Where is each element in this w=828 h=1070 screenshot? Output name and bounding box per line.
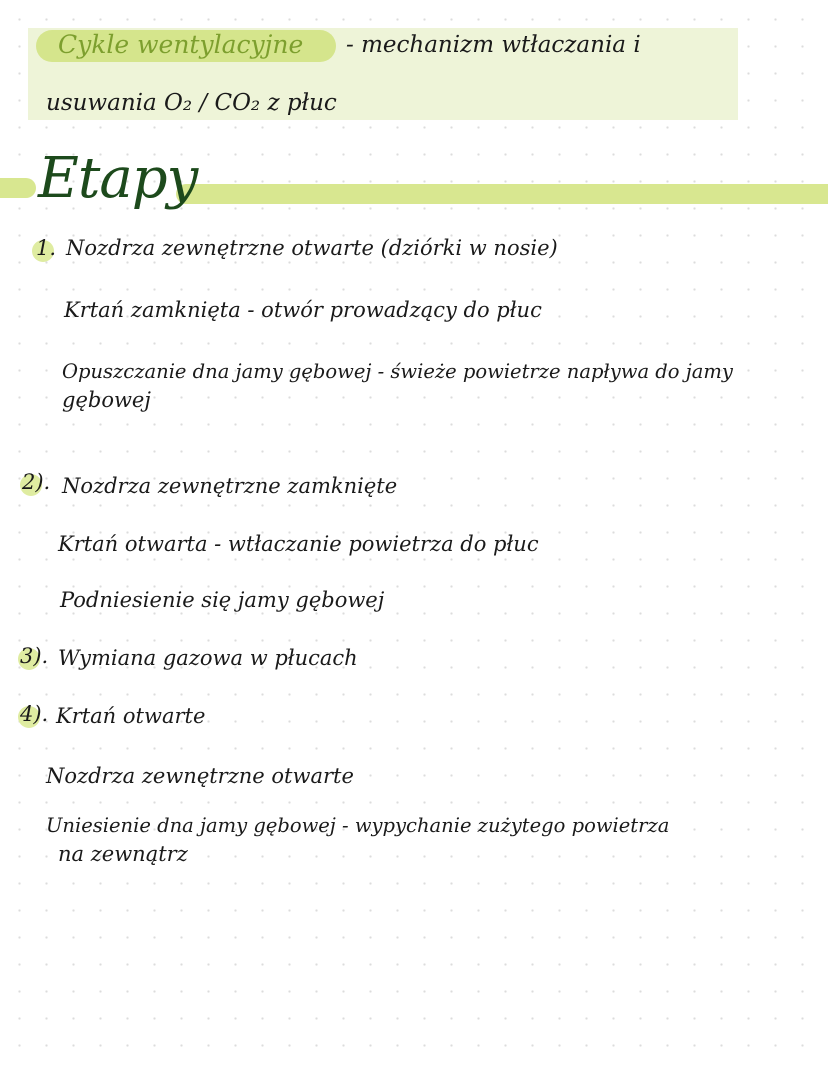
stage-1-line-1: Nozdrza zewnętrzne otwarte (dziórki w nosie)	[66, 236, 558, 260]
stage-2-line-2: Krtań otwarta - wtłaczanie powietrza do płuc	[58, 532, 539, 556]
stage-2-number: 2).	[22, 470, 51, 494]
page-title: Cykle wentylacyjne	[58, 30, 304, 59]
section-accent-bar	[176, 184, 828, 204]
stage-4-line-2: Nozdrza zewnętrzne otwarte	[46, 764, 354, 788]
definition-line-2: usuwania O₂ / CO₂ z płuc	[46, 90, 337, 116]
section-heading: Etapy	[38, 146, 198, 211]
section-accent-dot	[0, 178, 36, 198]
stage-1-line-2: Krtań zamknięta - otwór prowadzący do płuc	[64, 298, 542, 322]
stage-1-line-3: Opuszczanie dna jamy gębowej - świeże powietrze napływa do jamy	[62, 360, 733, 383]
stage-1-number: 1.	[36, 236, 57, 260]
stage-2-line-3: Podniesienie się jamy gębowej	[60, 588, 385, 612]
stage-4-number: 4).	[20, 702, 49, 726]
stage-4-line-3: Uniesienie dna jamy gębowej - wypychanie zużytego powietrza	[46, 814, 670, 837]
stage-4-line-4: na zewnątrz	[58, 842, 188, 866]
stage-2-line-1: Nozdrza zewnętrzne zamknięte	[62, 474, 398, 498]
stage-4-line-1: Krtań otwarte	[56, 704, 206, 728]
stage-1-line-4: gębowej	[62, 388, 151, 412]
stage-3-number: 3).	[20, 644, 49, 668]
stage-3-line-1: Wymiana gazowa w płucach	[58, 646, 358, 670]
definition-line-1: - mechanizm wtłaczania i	[346, 32, 641, 58]
